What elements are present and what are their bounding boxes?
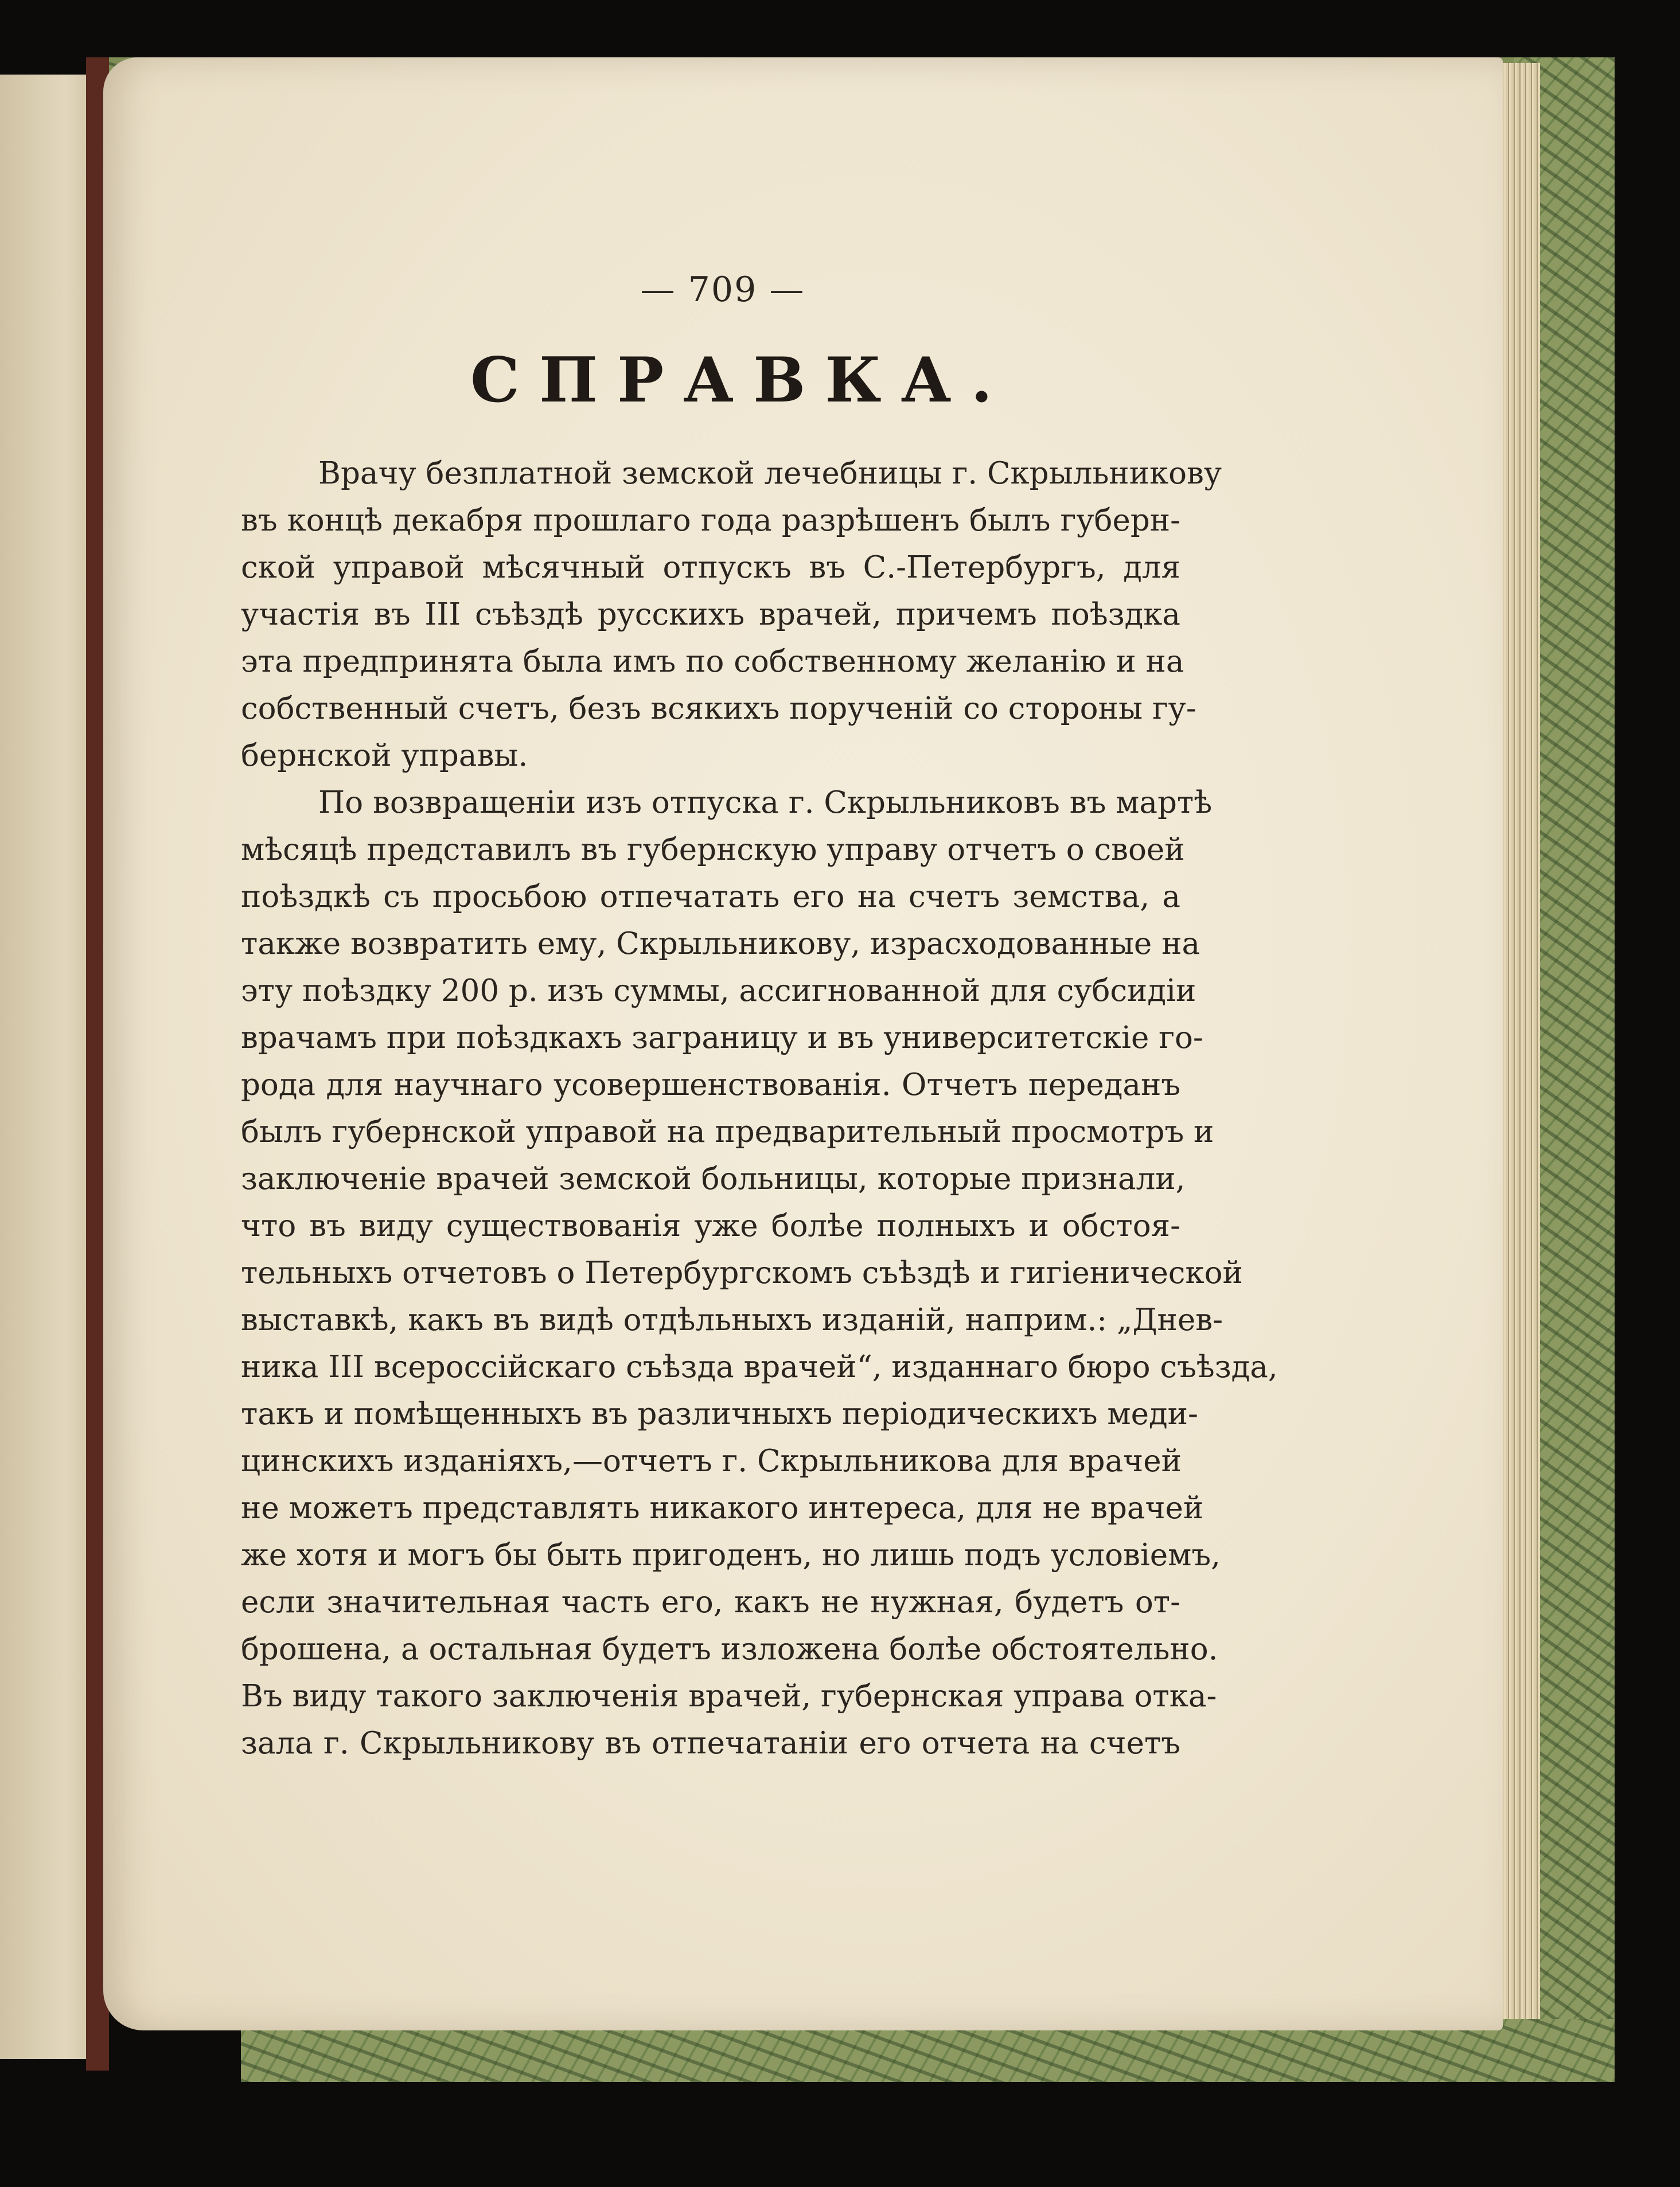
page-number: — 709 — [640, 270, 805, 310]
text-line: эта предпринята была имъ по собственному желанію и на [241, 644, 1184, 679]
text-line: эту поѣздку 200 р. изъ суммы, ассигнованной для субсидіи [241, 973, 1196, 1008]
text-line: участія въ III съѣздѣ русскихъ врачей, причемъ поѣздка [241, 597, 1180, 632]
text-line: брошена, а остальная будетъ изложена болѣе обстоятельно. [241, 1632, 1218, 1667]
text-line: что въ виду существованія уже болѣе полныхъ и обстоя- [241, 1208, 1180, 1243]
text-line: если значительная часть его, какъ не нужная, будетъ от- [241, 1585, 1180, 1620]
text-line: также возвратить ему, Скрыльникову, израсходованные на [241, 926, 1200, 961]
text-line: въ концѣ декабря прошлаго года разрѣшенъ былъ губерн- [241, 503, 1180, 538]
text-line: бернской управы. [241, 738, 528, 773]
text-line: тельныхъ отчетовъ о Петербургскомъ съѣздѣ и гигіенической [241, 1256, 1243, 1291]
text-line: зала г. Скрыльникову въ отпечатаніи его отчета на счетъ [241, 1726, 1180, 1761]
text-line: выставкѣ, какъ въ видѣ отдѣльныхъ изданій, наприм.: „Днев- [241, 1303, 1223, 1338]
text-line: же хотя и могъ бы быть пригоденъ, но лишь подъ условіемъ, [241, 1538, 1221, 1573]
text-line: цинскихъ изданіяхъ,—отчетъ г. Скрыльникова для врачей [241, 1444, 1182, 1479]
body-text [241, 450, 1278, 1767]
text-line: По возвращеніи изъ отпуска г. Скрыльниковъ въ мартѣ [318, 785, 1213, 820]
text-line: такъ и помѣщенныхъ въ различныхъ періодическихъ меди- [241, 1397, 1198, 1432]
text-line: ской управой мѣсячный отпускъ въ С.-Петербургъ, для [241, 550, 1180, 585]
text-line: Врачу безплатной земской лечебницы г. Скрыльникову [318, 456, 1222, 491]
text-line: былъ губернской управой на предварительный просмотръ и [241, 1114, 1214, 1149]
text-line: ника III всероссійскаго съѣзда врачей“, изданнаго бюро съѣзда, [241, 1350, 1278, 1385]
text-line: врачамъ при поѣздкахъ заграницу и въ университетскіе го- [241, 1020, 1203, 1055]
text-line: рода для научнаго усовершенствованія. Отчетъ переданъ [241, 1067, 1180, 1102]
text-line: собственный счетъ, безъ всякихъ порученій со стороны гу- [241, 691, 1196, 726]
text-line: Въ виду такого заключенія врачей, губернская управа отка- [241, 1679, 1217, 1714]
text-line: мѣсяцѣ представилъ въ губернскую управу отчетъ о своей [241, 832, 1185, 867]
page-title: СПРАВКА. [470, 344, 1012, 416]
text-line: заключеніе врачей земской больницы, которые признали, [241, 1161, 1186, 1196]
text-line: не можетъ представлять никакого интереса, для не врачей [241, 1491, 1204, 1526]
text-line: поѣздкѣ съ просьбою отпечатать его на счетъ земства, а [241, 879, 1180, 914]
